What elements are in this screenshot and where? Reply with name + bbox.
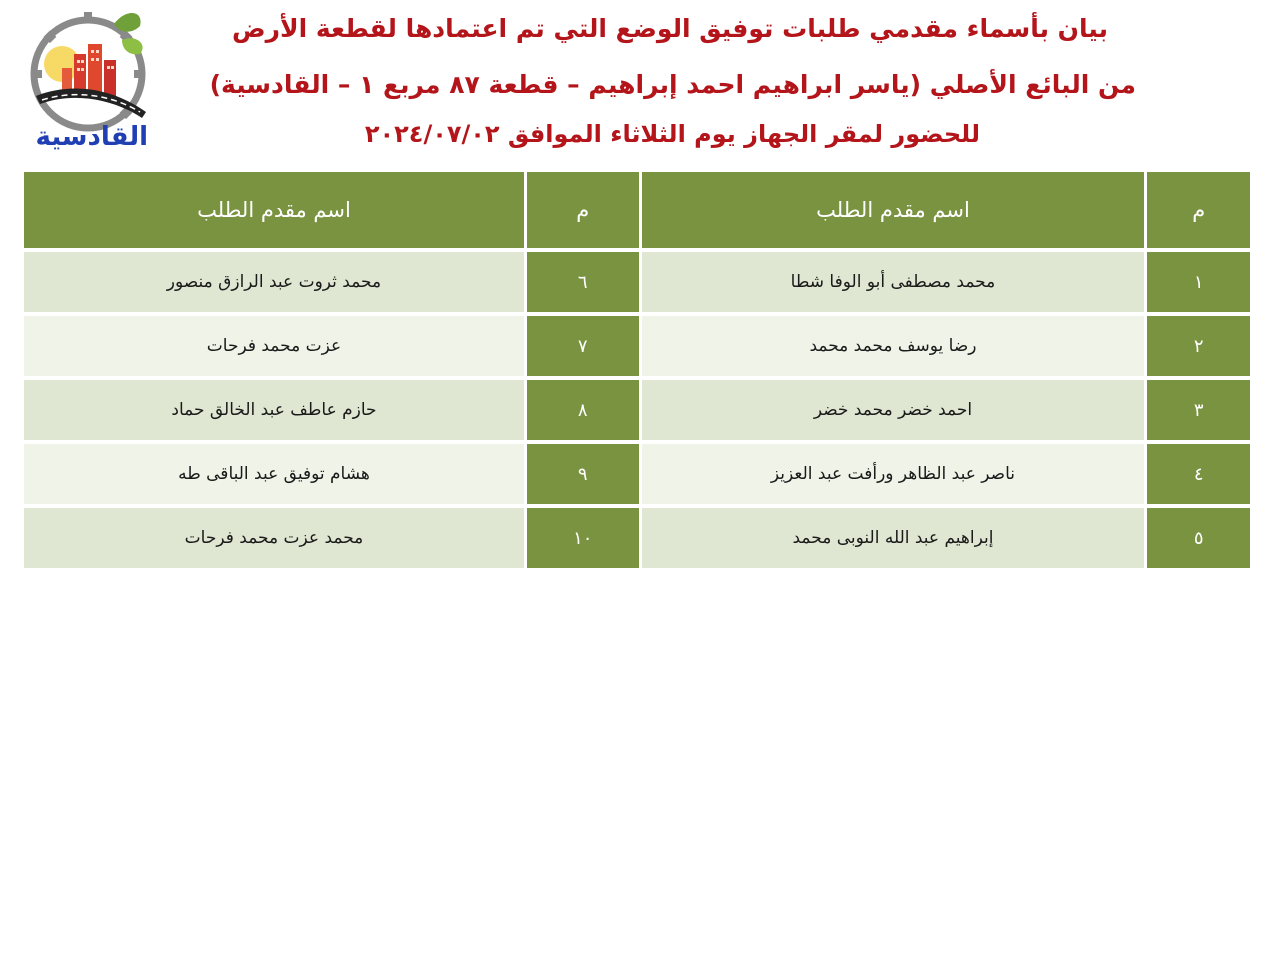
header-applicant-name-2: اسم مقدم الطلب xyxy=(24,172,524,248)
serial-cell: ١٠ xyxy=(527,508,639,568)
applicants-table xyxy=(21,168,1253,572)
title-line-2: من البائع الأصلي (ياسر ابراهيم احمد إبراهيم – قطعة ٨٧ مربع ١ – القادسية) xyxy=(209,70,1136,99)
header-serial-2: م xyxy=(527,172,639,248)
serial-cell: ٦ xyxy=(527,252,639,312)
applicants-table-container xyxy=(24,172,1256,568)
applicant-name-cell: هشام توفيق عبد الباقى طه xyxy=(24,444,524,504)
table-row xyxy=(24,444,1250,504)
header-applicant-name-1: اسم مقدم الطلب xyxy=(642,172,1145,248)
applicant-name-cell: محمد عزت محمد فرحات xyxy=(24,508,524,568)
applicant-name-cell: رضا يوسف محمد محمد xyxy=(642,316,1145,376)
table-row xyxy=(24,508,1250,568)
table-row xyxy=(24,252,1250,312)
serial-cell: ١ xyxy=(1147,252,1250,312)
table-row xyxy=(24,380,1250,440)
serial-cell: ٩ xyxy=(527,444,639,504)
applicant-name-cell: محمد مصطفى أبو الوفا شطا xyxy=(642,252,1145,312)
logo-caption: القادسية xyxy=(35,122,148,152)
applicant-name-cell: محمد ثروت عبد الرازق منصور xyxy=(24,252,524,312)
applicant-name-cell: إبراهيم عبد الله النوبى محمد xyxy=(642,508,1145,568)
applicant-name-cell: عزت محمد فرحات xyxy=(24,316,524,376)
table-row xyxy=(24,316,1250,376)
header-serial-1: م xyxy=(1147,172,1250,248)
applicant-name-cell: ناصر عبد الظاهر ورأفت عبد العزيز xyxy=(642,444,1145,504)
title-line-1: بيان بأسماء مقدمي طلبات توفيق الوضع التي تم اعتمادها لقطعة الأرض xyxy=(231,14,1108,43)
title-line-3: للحضور لمقر الجهاز يوم الثلاثاء الموافق ٢٠٢٤/٠٧/٠٢ xyxy=(364,120,980,148)
applicant-name-cell: احمد خضر محمد خضر xyxy=(642,380,1145,440)
table-header-row xyxy=(24,172,1250,248)
serial-cell: ٤ xyxy=(1147,444,1250,504)
applicant-name-cell: حازم عاطف عبد الخالق حماد xyxy=(24,380,524,440)
serial-cell: ٧ xyxy=(527,316,639,376)
serial-cell: ٨ xyxy=(527,380,639,440)
serial-cell: ٣ xyxy=(1147,380,1250,440)
serial-cell: ٢ xyxy=(1147,316,1250,376)
serial-cell: ٥ xyxy=(1147,508,1250,568)
